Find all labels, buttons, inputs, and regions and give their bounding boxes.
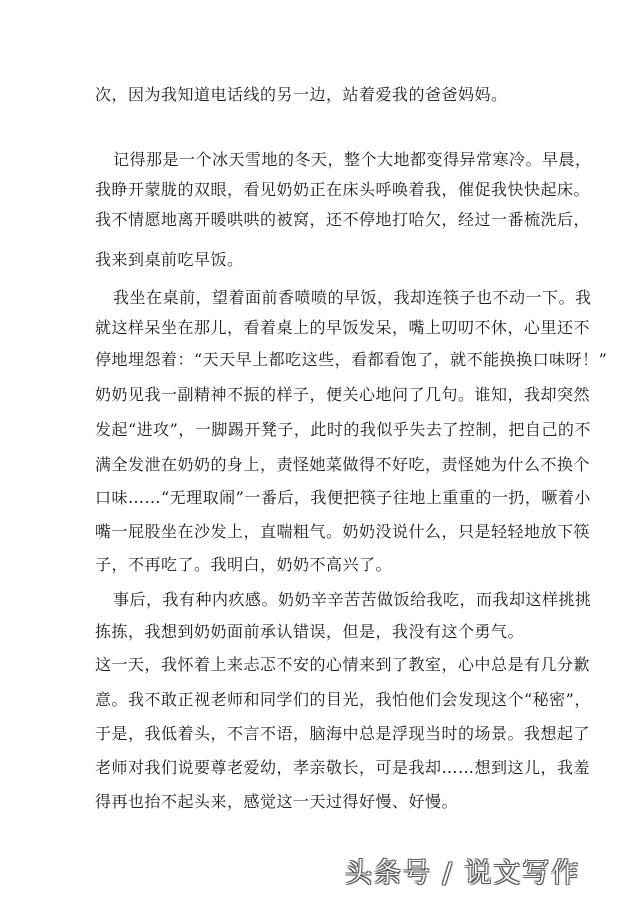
text-line: 老师对我们说要尊老爱幼，孝亲敬长，可是我却……想到这儿，我羞 [95, 758, 591, 777]
text-line: 次，因为我知道电话线的另一边，站着爱我的爸爸妈妈。 [95, 85, 508, 104]
text-line: 奶奶见我一副精神不振的样子，便关心地问了几句。谁知，我却突然 [95, 385, 591, 404]
text-line: 这一天，我怀着上来忐忑不安的心情来到了教室，心中总是有几分歉 [95, 655, 591, 674]
text-line: 记得那是一个冰天雪地的冬天，整个大地都变得异常寒冷。早晨， [113, 150, 592, 169]
text-line: 得再也抬不起头来，感觉这一天过得好慢、好慢。 [95, 792, 459, 811]
text-line: 拣拣，我想到奶奶面前承认错误，但是，我没有这个勇气。 [95, 622, 525, 641]
text-line: 意。我不敢正视老师和同学们的目光，我怕他们会发现这个“秘密”， [95, 690, 591, 709]
text-line: 发起“进攻”，一脚踢开凳子，此时的我似乎失去了控制，把自己的不 [95, 420, 591, 439]
text-line: 子，不再吃了。我明白，奶奶不高兴了。 [95, 555, 393, 574]
text-line: 事后，我有种内疚感。奶奶辛辛苦苦做饭给我吃，而我却这样挑挑 [113, 590, 592, 609]
text-line: 我坐在桌前，望着面前香喷喷的早饭，我却连筷子也不动一下。我 [113, 288, 592, 307]
watermark: 头条号 / 说文写作 [345, 858, 581, 889]
text-line: 嘴一屁股坐在沙发上，直喘粗气。奶奶没说什么，只是轻轻地放下筷 [95, 522, 591, 541]
text-line: 停地埋怨着：“天天早上都吃这些，看都看饱了，就不能换换口味呀！” [95, 350, 608, 369]
text-line: 我睁开蒙胧的双眼，看见奶奶正在床头呼唤着我，催促我快快起床。 [95, 180, 591, 199]
text-line: 我不情愿地离开暖哄哄的被窝，还不停地打哈欠，经过一番梳洗后， [95, 210, 591, 229]
text-line: 我来到桌前吃早饭。 [95, 250, 244, 269]
text-line: 于是，我低着头，不言不语，脑海中总是浮现当时的场景。我想起了 [95, 724, 591, 743]
text-line: 口味……“无理取闹”一番后，我便把筷子往地上重重的一扔，噘着小 [95, 488, 591, 507]
text-line: 满全发泄在奶奶的身上，责怪她菜做得不好吃，责怪她为什么不换个 [95, 455, 591, 474]
text-line: 就这样呆坐在那儿，看着桌上的早饭发呆，嘴上叨叨不休，心里还不 [95, 318, 591, 337]
